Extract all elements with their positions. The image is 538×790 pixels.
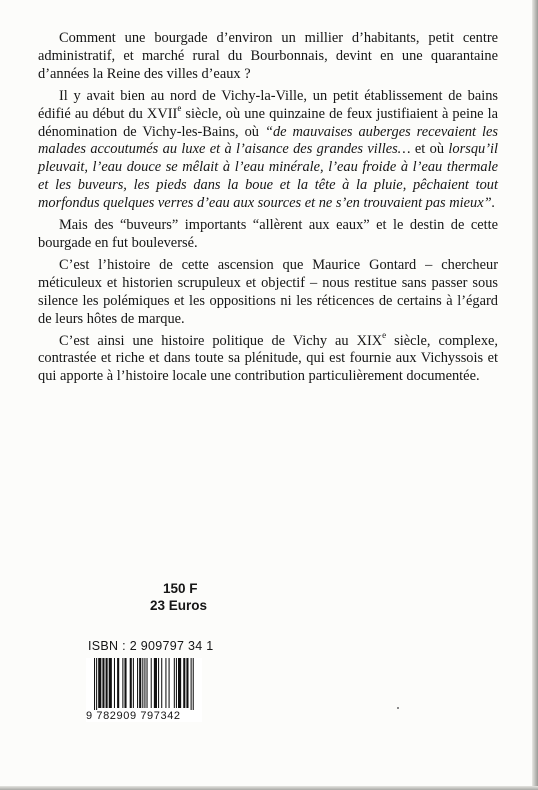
quotation-2: lorsqu’il pleuvait, l’eau douce se mêlait à l’eau minérale, l’eau froide à l’eau thermale et les buveurs, les pieds dans la boue et la tête à la pluie, pêchaient tout morfondus quelques verres d’eau aux sources et ne s’en trouvaient pas mieux”.: [38, 141, 498, 212]
page-edge-bottom: [0, 786, 538, 790]
paragraph-5: [38, 329, 498, 387]
paragraph-4-text: C’est l’histoire de cette ascension que Maurice Gontard – chercheur méticuleux et historien scrupuleux et objectif – nous restitue sans passer sous silence les polémiques et les oppositions ni les réticences de certains à l’égard de leurs hôtes de marque.: [38, 256, 498, 327]
barcode-bar: [176, 658, 177, 708]
barcode-bar: [174, 658, 175, 708]
barcode-bar: [137, 658, 138, 708]
barcode-bar: [158, 658, 159, 708]
barcode-bar: [142, 658, 143, 708]
isbn-label: ISBN : 2 909797 34 1: [88, 639, 214, 653]
barcode-bar: [106, 658, 108, 708]
barcode-bar: [161, 658, 162, 708]
barcode-bar: [151, 658, 152, 708]
barcode-bar: [193, 658, 194, 712]
barcode-bar: [102, 658, 104, 708]
barcode-bar: [114, 658, 115, 708]
paragraph-5-text-a: C’est ainsi une histoire politique de Vichy au XIX: [59, 332, 383, 349]
century-superscript: e: [177, 102, 182, 113]
barcode-digits: 9 782909 797342: [86, 710, 202, 722]
barcode-bar: [154, 658, 157, 708]
barcode: [86, 658, 202, 720]
back-cover-text: [38, 30, 498, 390]
page-edge-right: [532, 0, 538, 790]
paragraph-1: [38, 30, 498, 84]
paragraph-4: [38, 257, 498, 329]
barcode-bar: [144, 658, 145, 708]
quotation-1: “de mauvaises auberges recevaient les malades accoutumés au luxe et à l’aisance des grandes villes…: [38, 123, 498, 158]
paragraph-3-text: Mais des “buveurs” importants “allèrent aux eaux” et le destin de cette bourgade en fut bouleversé.: [38, 217, 498, 251]
barcode-bars: [86, 658, 202, 712]
barcode-bar: [98, 658, 101, 708]
barcode-bar: [124, 658, 126, 708]
paragraph-2-text-b: siècle, où une quinzaine de feux justifiaient à peine la dénomination de Vichy-les-Bains, où: [38, 105, 498, 140]
barcode-bar: [183, 658, 185, 708]
barcode-bar: [109, 658, 112, 708]
barcode-bar: [147, 658, 148, 708]
paragraph-3: [38, 217, 498, 253]
barcode-bar: [117, 658, 119, 708]
barcode-bar: [130, 658, 132, 708]
paragraph-5-text-b: siècle, complexe, contrastée et riche et dans toute sa plénitude, qui est fournie aux Vichyssois et qui apporte à l’histoire locale une contribution particulièrement documentée.: [38, 332, 498, 385]
barcode-bar: [122, 658, 123, 708]
paragraph-1-text: Comment une bourgade d’environ un millier d’habitants, petit centre administratif, et marché rural du Bourbonnais, devint en une quarantaine d’années la Reine des villes d’eaux ?: [38, 30, 498, 82]
barcode-bar: [165, 658, 166, 708]
paragraph-2-text-a: Il y avait bien au nord de Vichy-la-Ville, un petit établissement de bains édifié au début du XVII: [38, 87, 498, 122]
barcode-bar: [186, 658, 188, 708]
paragraph-2: [38, 88, 498, 213]
price-francs: 150 F: [163, 581, 198, 596]
barcode-bar: [139, 658, 141, 708]
barcode-bar: [169, 658, 170, 708]
barcode-bar: [191, 658, 192, 712]
paper-speck: [397, 707, 399, 709]
price-euros: 23 Euros: [150, 598, 208, 613]
barcode-bar: [133, 658, 134, 708]
paragraph-2-text-d: et où: [410, 141, 449, 158]
price-block: [150, 580, 207, 614]
century-superscript-2: e: [382, 329, 387, 340]
barcode-bar: [178, 658, 181, 708]
barcode-bar: [96, 658, 97, 712]
barcode-bar: [94, 658, 95, 712]
